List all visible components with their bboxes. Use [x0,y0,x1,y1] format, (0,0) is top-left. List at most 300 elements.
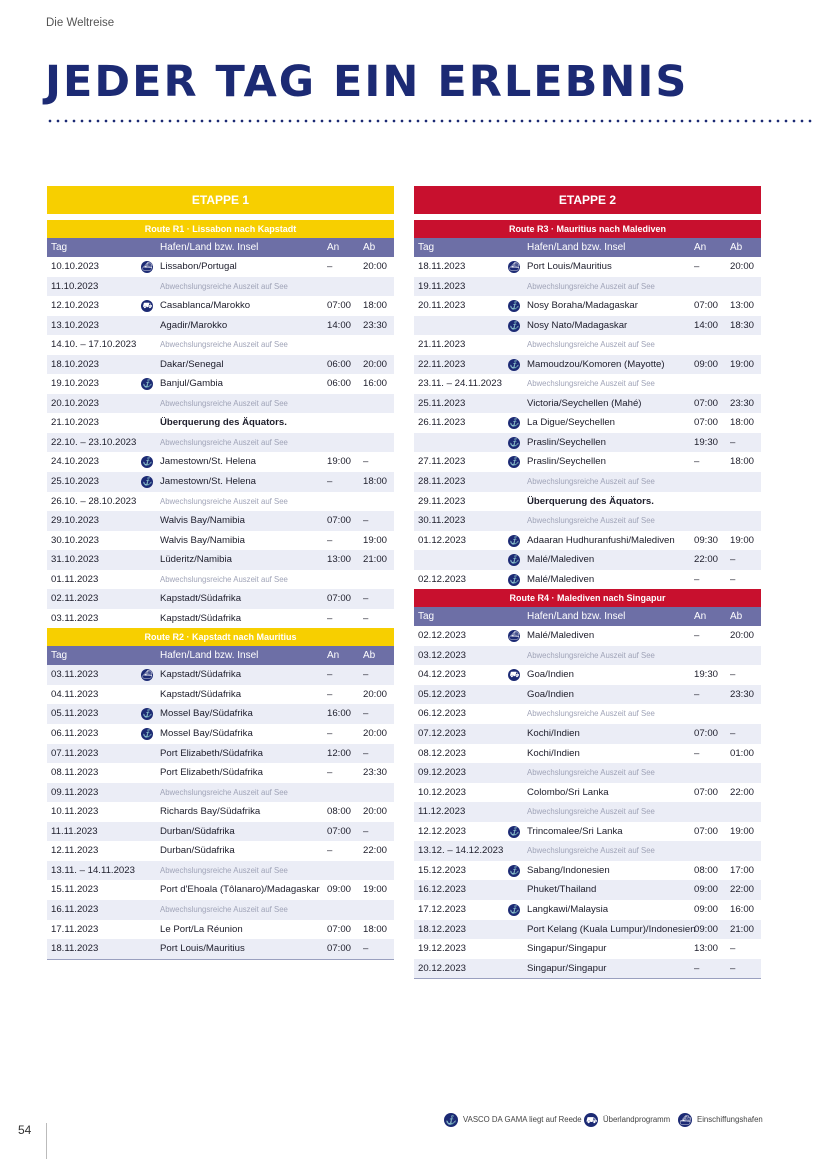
stage-2-header: ETAPPE 2 [414,186,761,214]
row-icon-slot [508,320,520,332]
anchor-icon: ⚓ [509,826,519,836]
row-arrival: 09:00 [327,884,352,896]
row-date: 17.11.2023 [51,923,99,935]
table-row [47,589,394,609]
row-arrival: 14:00 [694,319,719,331]
table-row [47,355,394,375]
table-row [414,374,761,394]
row-port: Abwechslungsreiche Auszeit auf See [160,904,288,914]
row-port: Le Port/La Réunion [160,923,243,935]
col-header-arrive: An [694,611,707,623]
row-arrival: 07:00 [327,300,352,312]
row-date: 12.10.2023 [51,300,100,312]
table-row [414,880,761,900]
row-arrival: 07:00 [327,515,352,527]
row-port: Jamestown/St. Helena [160,456,256,468]
row-arrival: 14:00 [327,319,352,331]
table-row [47,900,394,920]
row-date: 02.12.2023 [418,573,467,585]
table-header-row [47,646,394,665]
row-port: Victoria/Seychellen (Mahé) [527,397,642,409]
row-date: 15.12.2023 [418,864,467,876]
row-date: 11.12.2023 [418,806,466,818]
table-row [47,685,394,705]
row-departure: 16:00 [363,378,388,390]
row-port: Überquerung des Äquators. [527,495,654,507]
row-date: 22.11.2023 [418,358,466,370]
table-row [414,841,761,861]
table-row [47,257,394,277]
row-departure: 20:00 [363,728,388,740]
table-row [414,433,761,453]
row-date: 19.10.2023 [51,378,100,390]
row-icon-slot [141,476,153,488]
row-date: 30.10.2023 [51,534,100,546]
row-date: 21.11.2023 [418,339,466,351]
table-row [47,472,394,492]
table-row [414,296,761,316]
row-arrival: 09:00 [694,884,719,896]
row-date: 06.12.2023 [418,708,467,720]
row-date: 26.10. – 28.10.2023 [51,495,137,507]
row-icon-slot [141,261,153,273]
row-arrival: 07:00 [694,397,719,409]
anchor-icon: ⚓ [509,457,519,467]
row-date: 16.12.2023 [418,884,467,896]
row-port: Lissabon/Portugal [160,261,237,272]
table-row [414,570,761,590]
col-header-port: Hafen/Land bzw. Insel [527,242,626,253]
row-port: Abwechslungsreiche Auszeit auf See [527,768,655,778]
table-row [47,744,394,764]
row-port: Trincomalee/Sri Lanka [527,825,623,837]
row-arrival: 07:00 [327,923,352,935]
table-row [414,626,761,646]
row-arrival: 12:00 [327,747,352,759]
table-bottom-rule [414,978,761,979]
row-port: Kochi/Indien [527,728,580,740]
table-row [47,609,394,629]
table-row [47,511,394,531]
row-departure: 18:00 [363,476,388,488]
row-departure: – [363,612,369,624]
row-icon-slot [141,669,153,681]
table-row [414,704,761,724]
row-arrival: – [327,534,333,546]
row-icon-slot [141,378,153,390]
row-port: Dakar/Senegal [160,358,224,370]
row-port: Port Louis/Mauritius [160,943,245,955]
row-date: 10.11.2023 [51,806,99,818]
row-port: Überquerung des Äquators. [160,417,287,429]
table-row [47,374,394,394]
row-date: 12.11.2023 [51,845,99,857]
table-row [414,550,761,570]
row-arrival: 09:00 [694,903,719,915]
anchor-icon: ⚓ [142,709,152,719]
row-port: Goa/Indien [527,669,574,681]
row-icon-slot [508,417,520,429]
row-arrival: 07:00 [694,300,719,312]
col-header-date: Tag [51,650,68,662]
row-arrival: – [327,476,333,488]
row-departure: – [730,962,736,974]
row-date: 05.11.2023 [51,708,99,720]
col-header-depart: Ab [363,650,376,662]
row-icon-slot [508,826,520,838]
table-row [414,394,761,414]
row-departure: 20:00 [363,806,388,818]
row-port: Abwechslungsreiche Auszeit auf See [160,340,288,350]
row-port: La Digue/Seychellen [527,417,616,429]
anchor-icon: ⚓ [509,535,519,545]
row-date: 18.11.2023 [418,261,466,272]
row-arrival: – [327,688,333,700]
row-date: 29.10.2023 [51,515,100,527]
anchor-icon: ⚓ [445,1115,457,1125]
row-icon-slot [508,359,520,371]
row-port: Abwechslungsreiche Auszeit auf See [160,398,288,408]
row-port: Abwechslungsreiche Auszeit auf See [527,281,655,291]
row-departure: 22:00 [363,845,388,857]
col-header-port: Hafen/Land bzw. Insel [160,650,259,662]
table-row [47,880,394,900]
col-header-port: Hafen/Land bzw. Insel [160,242,259,253]
row-port: Banjul/Gambia [160,378,223,390]
col-header-date: Tag [51,242,68,253]
row-departure: – [363,669,369,681]
row-arrival: 07:00 [327,825,352,837]
row-port: Phuket/Thailand [527,884,597,896]
table-row [47,452,394,472]
anchor-icon: ⚓ [509,574,519,584]
row-port: Agadir/Marokko [160,319,228,331]
ship-icon: ⛴ [141,670,153,680]
ship-icon: ⛴ [508,631,520,641]
row-port: Malé/Malediven [527,554,595,566]
row-arrival: – [327,612,333,624]
row-port: Jamestown/St. Helena [160,476,256,488]
row-date: 29.11.2023 [418,495,466,507]
col-header-date: Tag [418,242,435,253]
row-port: Kapstadt/Südafrika [160,593,242,605]
row-departure: – [363,943,369,955]
table-header-row [47,238,394,257]
row-arrival: 19:30 [694,669,719,681]
section-label: Die Weltreise [46,17,115,29]
row-port: Goa/Indien [527,688,574,700]
row-date: 25.10.2023 [51,476,100,488]
row-port: Adaaran Hudhuranfushi/Malediven [527,534,675,546]
row-departure: 21:00 [730,923,755,935]
table-row [414,665,761,685]
row-departure: 19:00 [363,884,388,896]
row-port: Abwechslungsreiche Auszeit auf See [160,437,288,447]
row-port: Langkawi/Malaysia [527,903,609,915]
row-date: 09.11.2023 [51,786,99,798]
row-date: 27.11.2023 [418,456,466,468]
table-row [47,570,394,590]
row-departure: – [363,515,369,527]
row-date: 01.11.2023 [51,573,99,585]
row-departure: 23:30 [730,688,755,700]
row-port: Malé/Malediven [527,573,595,585]
row-arrival: 06:00 [327,358,352,370]
table-row [47,550,394,570]
row-departure: 13:00 [730,300,755,312]
row-port: Durban/Südafrika [160,845,235,857]
row-departure: 22:00 [730,786,755,798]
table-row [47,861,394,881]
row-port: Praslin/Seychellen [527,456,606,468]
row-port: Walvis Bay/Namibia [160,515,245,527]
table-row [47,433,394,453]
row-departure: – [730,943,736,955]
row-arrival: 19:00 [327,456,352,468]
row-date: 13.10.2023 [51,319,100,331]
table-row [47,492,394,512]
row-departure: – [363,747,369,759]
row-date: 30.11.2023 [418,515,466,527]
table-row [47,531,394,551]
table-row [414,452,761,472]
row-icon-slot [508,261,520,273]
row-departure: 18:30 [730,319,755,331]
table-row [414,959,761,979]
row-date: 04.11.2023 [51,688,99,700]
table-row [414,802,761,822]
col-header-depart: Ab [730,242,743,253]
row-icon-slot [141,708,153,720]
footer-rule [46,1123,47,1159]
row-arrival: – [694,747,700,759]
row-port: Abwechslungsreiche Auszeit auf See [160,281,288,291]
row-icon-slot [508,300,520,312]
row-port: Mossel Bay/Südafrika [160,708,253,720]
row-icon-slot [508,535,520,547]
row-arrival: 07:00 [694,825,719,837]
table-row [47,296,394,316]
row-departure: – [730,728,736,740]
stage-2-column [414,186,761,979]
row-port: Praslin/Seychellen [527,436,606,448]
row-arrival: 07:00 [327,593,352,605]
table-row [47,763,394,783]
row-arrival: – [327,669,333,681]
table-row [414,822,761,842]
row-departure: 23:30 [363,319,388,331]
row-date: 06.11.2023 [51,728,99,740]
anchor-icon: ⚓ [509,865,519,875]
row-departure: 20:00 [730,261,755,272]
bus-icon: ⛟ [585,1115,597,1125]
row-port: Kapstadt/Südafrika [160,612,242,624]
row-port: Abwechslungsreiche Auszeit auf See [527,516,655,526]
row-departure: – [363,708,369,720]
row-date: 19.12.2023 [418,943,467,955]
table-row [414,492,761,512]
row-date: 20.12.2023 [418,962,467,974]
stage-1-header: ETAPPE 1 [47,186,394,214]
row-departure: 16:00 [730,903,755,915]
row-date: 10.12.2023 [418,786,467,798]
row-departure: 20:00 [363,688,388,700]
table-row [414,413,761,433]
row-departure: 20:00 [363,358,388,370]
row-port: Nosy Nato/Madagaskar [527,319,628,331]
row-departure: 20:00 [730,630,755,642]
col-header-arrive: An [694,242,707,253]
table-row [414,763,761,783]
row-date: 25.11.2023 [418,397,466,409]
table-row [47,316,394,336]
row-icon-slot [508,456,520,468]
anchor-icon: ⚓ [142,379,152,389]
row-date: 20.11.2023 [418,300,466,312]
row-arrival: 13:00 [327,554,352,566]
row-icon-slot [508,574,520,586]
legend-anchor-label: VASCO DA GAMA liegt auf Reede [463,1115,582,1124]
anchor-icon: ⚓ [509,320,519,330]
row-port: Abwechslungsreiche Auszeit auf See [527,477,655,487]
row-departure: 18:00 [730,417,755,429]
row-port: Port Louis/Mauritius [527,261,612,272]
table-row [47,704,394,724]
row-date: 15.11.2023 [51,884,99,896]
row-port: Walvis Bay/Namibia [160,534,245,546]
row-icon-slot [141,456,153,468]
row-date: 13.12. – 14.12.2023 [418,845,504,857]
route-header: Route R1 · Lissabon nach Kapstadt [47,220,394,238]
legend-embarkation-label: Einschiffungshafen [697,1115,763,1124]
row-arrival: 06:00 [327,378,352,390]
row-port: Malé/Malediven [527,630,595,642]
col-header-port: Hafen/Land bzw. Insel [527,611,626,623]
legend-excursion-label: Überlandprogramm [603,1115,671,1124]
table-row [47,277,394,297]
row-departure: 01:00 [730,747,755,759]
row-arrival: 07:00 [327,943,352,955]
row-arrival: 08:00 [327,806,352,818]
row-departure: 18:00 [730,456,755,468]
row-port: Lüderitz/Namibia [160,554,232,566]
table-row [47,394,394,414]
row-date: 21.10.2023 [51,417,100,429]
row-date: 17.12.2023 [418,903,467,915]
table-row [414,744,761,764]
table-row [47,802,394,822]
row-departure: 19:00 [730,825,755,837]
row-departure: – [730,573,736,585]
row-arrival: – [694,962,700,974]
row-arrival: – [327,767,333,779]
dotted-divider [46,119,816,123]
row-port: Durban/Südafrika [160,825,235,837]
table-bottom-rule [47,959,394,960]
row-arrival: 09:00 [694,358,719,370]
row-date: 31.10.2023 [51,554,100,566]
row-arrival: 07:00 [694,417,719,429]
row-arrival: 07:00 [694,728,719,740]
row-port: Casablanca/Marokko [160,300,251,312]
row-icon-slot [141,300,153,312]
anchor-icon: ⚓ [509,359,519,369]
table-row [414,355,761,375]
row-date: 22.10. – 23.10.2023 [51,436,137,448]
row-arrival: 09:30 [694,534,719,546]
row-port: Abwechslungsreiche Auszeit auf See [527,379,655,389]
row-departure: 22:00 [730,884,755,896]
row-date: 11.10.2023 [51,280,99,292]
col-header-date: Tag [418,611,435,623]
row-date: 18.11.2023 [51,943,99,955]
row-arrival: – [694,688,700,700]
row-date: 08.12.2023 [418,747,467,759]
row-departure: 20:00 [363,261,388,272]
table-row [47,783,394,803]
row-date: 18.10.2023 [51,358,100,370]
row-departure: 19:00 [730,534,755,546]
anchor-icon: ⚓ [509,904,519,914]
table-row [414,257,761,277]
row-icon-slot [508,437,520,449]
table-row [414,472,761,492]
row-port: Singapur/Singapur [527,943,607,955]
col-header-arrive: An [327,242,340,253]
table-row [414,783,761,803]
row-port: Mossel Bay/Südafrika [160,728,253,740]
row-date: 07.11.2023 [51,747,99,759]
table-row [414,316,761,336]
row-date: 20.10.2023 [51,397,100,409]
row-date: 02.12.2023 [418,630,467,642]
row-date: 23.11. – 24.11.2023 [418,378,502,390]
row-date: 03.12.2023 [418,649,467,661]
row-arrival: – [694,573,700,585]
row-departure: 23:30 [363,767,388,779]
table-row [414,724,761,744]
row-port: Abwechslungsreiche Auszeit auf See [160,496,288,506]
row-port: Port d'Ehoala (Tôlanaro)/Madagaskar [160,884,320,896]
row-icon-slot [141,728,153,740]
row-port: Abwechslungsreiche Auszeit auf See [527,846,655,856]
row-date: 01.12.2023 [418,534,467,546]
row-port: Nosy Boraha/Madagaskar [527,300,638,312]
row-arrival: – [327,261,333,272]
row-departure: 18:00 [363,923,388,935]
row-port: Kapstadt/Südafrika [160,669,242,681]
anchor-icon: ⚓ [509,301,519,311]
row-arrival: 08:00 [694,864,719,876]
row-date: 16.11.2023 [51,903,99,915]
row-departure: – [730,669,736,681]
row-arrival: – [327,728,333,740]
row-icon-slot [508,865,520,877]
row-icon-slot [508,669,520,681]
col-header-depart: Ab [363,242,376,253]
row-arrival: 09:00 [694,923,719,935]
row-arrival: 19:30 [694,436,719,448]
row-port: Mamoudzou/Komoren (Mayotte) [527,358,665,370]
table-row [47,920,394,940]
row-arrival: – [694,630,700,642]
table-header-row [414,238,761,257]
route-header: Route R3 · Mauritius nach Malediven [414,220,761,238]
row-port: Abwechslungsreiche Auszeit auf See [160,865,288,875]
page-title: JEDER TAG EIN ERLEBNIS [45,57,689,107]
route-header: Route R2 · Kapstadt nach Mauritius [47,628,394,646]
row-departure: – [730,436,736,448]
